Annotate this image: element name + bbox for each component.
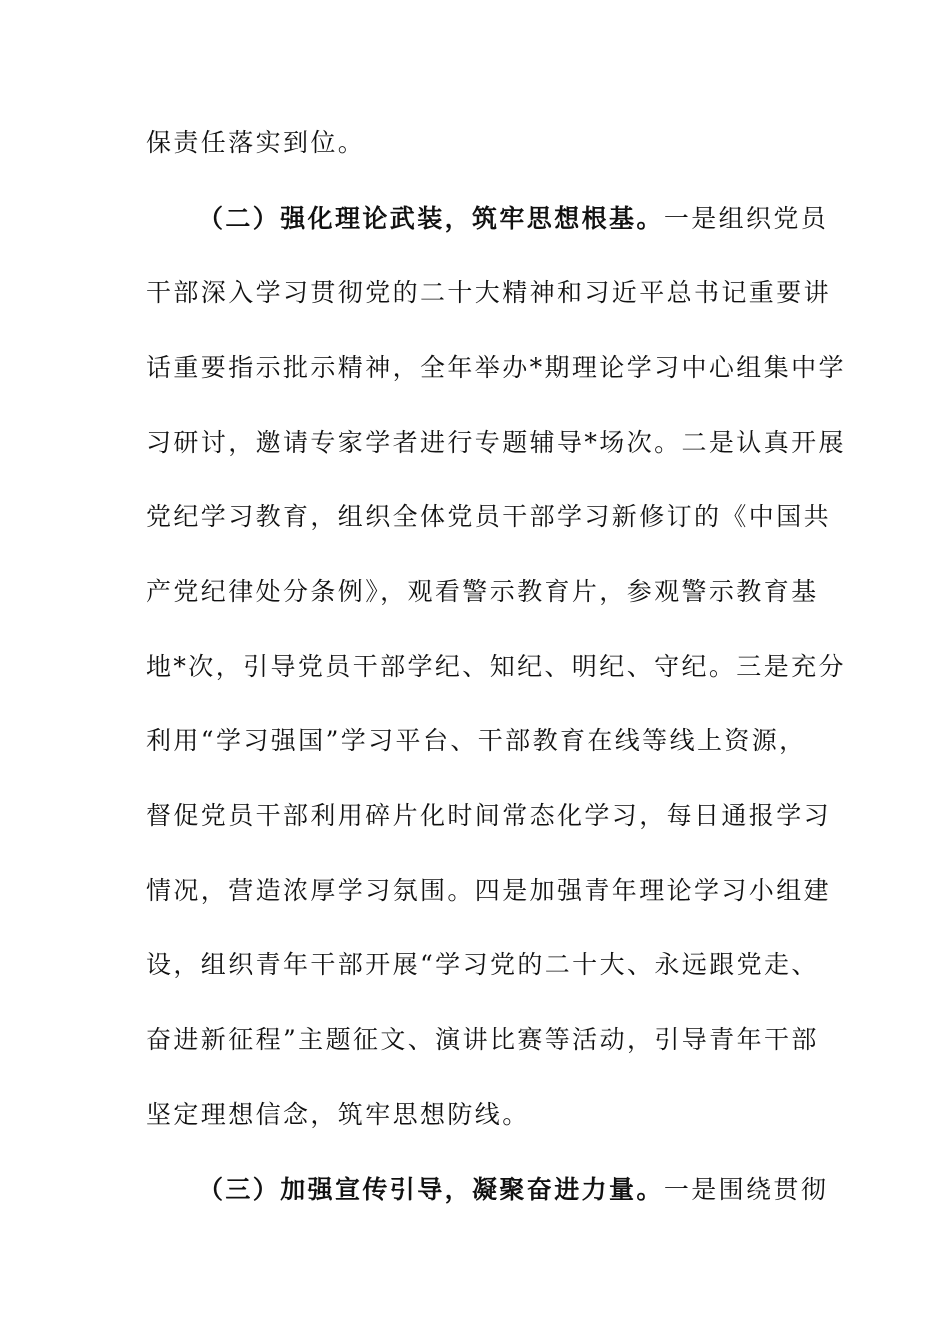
section-2-first-line (198, 199, 829, 239)
paragraph-line: 党纪学习教育，组织全体党员干部学习新修订的《中国共 (146, 502, 832, 531)
paragraph-line: 保责任落实到位。 (146, 128, 366, 157)
paragraph-line: 产党纪律处分条例》，观看警示教育片，参观警示教育基 (146, 577, 819, 606)
paragraph-line: 坚定理想信念，筑牢思想防线。 (146, 1100, 530, 1129)
paragraph-line: 干部深入学习贯彻党的二十大精神和习近平总书记重要讲 (146, 278, 832, 307)
paragraph-line: 督促党员干部利用碎片化时间常态化学习，每日通报学习 (146, 801, 832, 830)
paragraph-line: 话重要指示批示精神，全年举办*期理论学习中心组集中学 (146, 353, 846, 382)
section-3-lead: 一是围绕贯彻 (663, 1175, 829, 1204)
section-3-first-line (198, 1170, 829, 1210)
section-2-heading: （二）强化理论武装，筑牢思想根基。 (198, 204, 664, 233)
paragraph-line: 情况，营造浓厚学习氛围。四是加强青年理论学习小组建 (146, 876, 832, 905)
paragraph-line: 设，组织青年干部开展“学习党的二十大、永远跟党走、 (146, 950, 819, 979)
section-3-heading: （三）加强宣传引导，凝聚奋进力量。 (198, 1175, 664, 1204)
paragraph-line: 习研讨，邀请专家学者进行专题辅导*场次。二是认真开展 (146, 428, 846, 457)
paragraph-line: 地*次，引导党员干部学纪、知纪、明纪、守纪。三是充分 (146, 652, 846, 681)
section-2-lead: 一是组织党员 (663, 204, 829, 233)
paragraph-line: 奋进新征程”主题征文、演讲比赛等活动，引导青年干部 (146, 1025, 819, 1054)
paragraph-line: 利用“学习强国”学习平台、干部教育在线等线上资源， (146, 726, 807, 755)
